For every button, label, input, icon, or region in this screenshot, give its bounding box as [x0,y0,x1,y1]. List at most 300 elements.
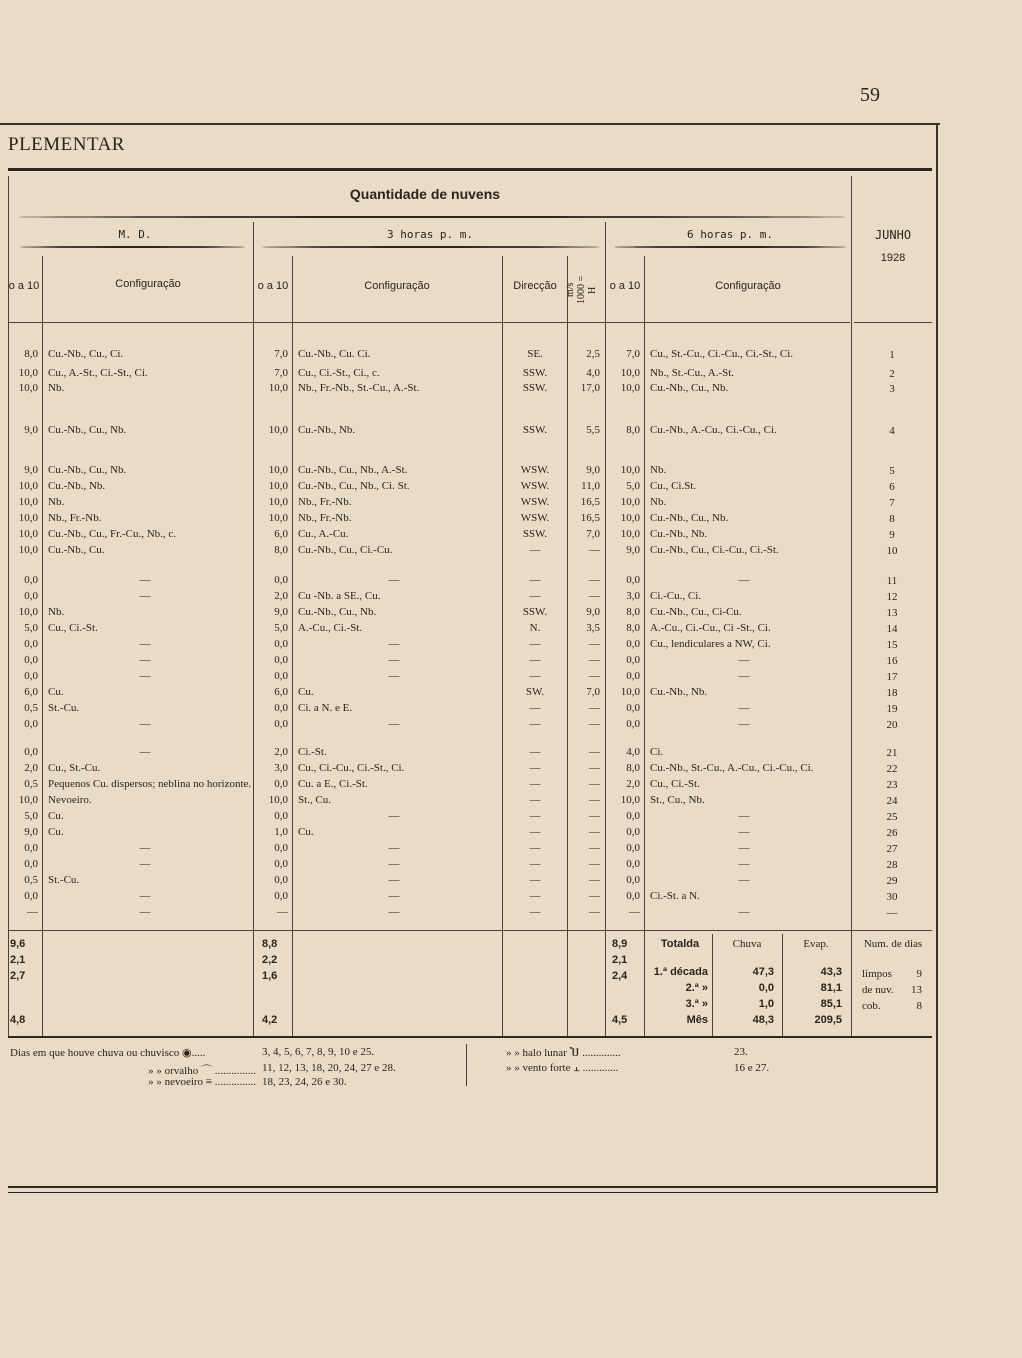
wind-speed: — [589,826,600,838]
day-number: 27 [886,843,898,855]
h6-quantity: 10,0 [620,512,640,524]
wind-speed: — [589,794,600,806]
day-number: 10 [886,545,898,557]
h3-configuration: Cu. a E., Ci.-St. [298,778,368,790]
wind-speed: — [589,544,600,556]
md-configuration: Pequenos Cu. dispersos; neblina no horizonte. [48,778,252,790]
h3-quantity: 0,0 [274,718,288,730]
h6-configuration: — [738,906,750,918]
year-heading: 1928 [880,252,906,264]
h3-quantity: 2,0 [274,746,288,758]
summary-chuva-value: 1,0 [758,998,774,1010]
h3-configuration: Cu -Nb. a SE., Cu. [298,590,381,602]
h6-quantity: 3,0 [626,590,640,602]
h3-quantity: 0,0 [274,778,288,790]
h3-configuration: — [388,638,400,650]
wind-speed: 2,5 [586,348,600,360]
h3-configuration: Nb., Fr.-Nb., St.-Cu., A.-St. [298,382,420,394]
day-number: 20 [886,719,898,731]
md-configuration: — [139,670,151,682]
md-configuration: Cu., Ci.-St. [48,622,98,634]
h6-configuration: Cu.-Nb., Nb. [650,686,708,698]
h3-quantity: 7,0 [274,367,288,379]
h6-quantity: 10,0 [620,794,640,806]
h3-total-1: 8,8 [262,938,278,950]
h6-quantity: 10,0 [620,496,640,508]
note-left-label: » » orvalho ⌒ ............... [148,1065,256,1077]
h6-configuration: Cu., lendiculares a NW, Ci. [650,638,771,650]
md-quantity: 10,0 [18,606,38,618]
wind-speed: 3,5 [586,622,600,634]
wind-speed: 5,5 [586,424,600,436]
md-quantity: 0,0 [24,890,38,902]
wind-speed: 17,0 [580,382,600,394]
summary-evap-value: 81,1 [820,982,842,994]
h6-configuration: — [738,718,750,730]
wind-speed: 7,0 [586,528,600,540]
md-quantity: 9,0 [24,826,38,838]
h6-quantity: 10,0 [620,464,640,476]
wind-direction: WSW. [520,464,550,476]
speed-heading: m/s 1000 = H [565,275,598,305]
wind-direction: WSW. [520,480,550,492]
h6-configuration: St., Cu., Nb. [650,794,705,806]
wind-direction: — [529,670,541,682]
md-quantity: 8,0 [24,348,38,360]
wind-direction: — [529,778,541,790]
h6-total-1: 8,9 [612,938,628,950]
md-quantity: 10,0 [18,367,38,379]
h3-configuration: A.-Cu., Ci.-St. [298,622,363,634]
h6-quantity: 0,0 [626,574,640,586]
h6-quantity: 0,0 [626,638,640,650]
h3-quantity: 0,0 [274,638,288,650]
page-bottom-rule [8,1186,936,1188]
h3-configuration: Cu., Ci.-Cu., Ci.-St., Ci. [298,762,405,774]
h6-config-heading: Configuração [715,280,781,292]
note-right-value: 23. [734,1046,748,1058]
h6-quantity: 10,0 [620,528,640,540]
h6-quantity: 8,0 [626,762,640,774]
md-quantity: 10,0 [18,512,38,524]
h3-quantity: 0,0 [274,842,288,854]
col-rule-1 [42,256,43,1036]
h6-quantity: 0,0 [626,670,640,682]
h3-configuration: St., Cu. [298,794,332,806]
h3-quantity: 10,0 [268,464,288,476]
md-quantity: 9,0 [24,424,38,436]
md-configuration: Cu.-Nb., Cu., Nb. [48,424,127,436]
h3-quantity: 9,0 [274,606,288,618]
md-configuration: Nb. [48,606,65,618]
h6-configuration: — [738,810,750,822]
h3-configuration: Cu. [298,686,314,698]
h3-configuration: Cu.-Nb., Cu. Ci. [298,348,371,360]
wind-speed: — [589,638,600,650]
md-total-2: 2,1 [10,954,26,966]
direction-heading: Direcção [513,280,557,292]
wind-direction: — [529,762,541,774]
wind-speed: 9,0 [586,464,600,476]
summary-rule-1 [712,934,713,1036]
day-number: 30 [886,891,898,903]
h6-total-4: 4,5 [612,1014,628,1026]
h3-configuration: Ci. a N. e E. [298,702,353,714]
h3-total-2: 2,2 [262,954,278,966]
md-configuration: — [139,842,151,854]
wind-speed: — [589,654,600,666]
h3-configuration: — [388,574,400,586]
day-number: 24 [886,795,898,807]
day-number: 4 [889,425,895,437]
h3-quantity: 10,0 [268,512,288,524]
heading-swoosh [18,216,846,218]
h6-quantity: 4,0 [626,746,640,758]
wind-direction: — [529,590,541,602]
h3-total-4: 4,2 [262,1014,278,1026]
num-dias-row-value: 13 [911,984,922,996]
page-title: PLEMENTAR [8,134,125,155]
day-number: 8 [889,513,895,525]
h3-configuration: — [388,654,400,666]
h6-quantity: 10,0 [620,367,640,379]
h3-configuration: Ci.-St. [298,746,327,758]
day-number: 3 [889,383,895,395]
h6-quantity: 0,0 [626,826,640,838]
h6-scale-heading: o a 10 [609,280,641,292]
h6-quantity: 10,0 [620,382,640,394]
h3-configuration: Cu. [298,826,314,838]
md-configuration: Cu.-Nb., Cu., Ci. [48,348,124,360]
num-dias-row-label: limpos [862,968,892,980]
h6-configuration: — [738,858,750,870]
wind-direction: SSW. [522,367,548,379]
col-rule-3 [292,256,293,1036]
h3-quantity: 0,0 [274,874,288,886]
wind-direction: — [529,794,541,806]
table-top-rule [8,168,932,171]
h6-configuration: — [738,654,750,666]
notes-divider [466,1044,467,1086]
h3-configuration: Nb., Fr.-Nb. [298,496,352,508]
h3-heading: 3 horas p. m. [386,228,474,241]
h3-quantity: 1,0 [274,826,288,838]
wind-speed: — [589,906,600,918]
wind-direction: — [529,890,541,902]
wind-direction: — [529,638,541,650]
md-configuration: — [139,654,151,666]
month-heading: JUNHO [874,228,912,242]
md-swoosh [20,246,245,248]
h6-quantity: 2,0 [626,778,640,790]
day-number: 12 [886,591,898,603]
md-quantity: 10,0 [18,544,38,556]
day-number: 28 [886,859,898,871]
wind-direction: SSW. [522,528,548,540]
h6-quantity: 8,0 [626,424,640,436]
md-configuration: — [139,858,151,870]
num-dias-row-label: de nuv. [862,984,894,996]
md-scale-heading: o a 10 [8,280,40,292]
note-right-label: » » vento forte ⫠ ............. [506,1062,619,1074]
md-quantity: 0,0 [24,858,38,870]
col-rule-4 [502,256,503,1036]
day-number: 7 [889,497,895,509]
day-number: 16 [886,655,898,667]
day-number: 11 [886,575,898,587]
wind-speed: 9,0 [586,606,600,618]
wind-direction: — [529,654,541,666]
num-dias-row-value: 9 [916,968,922,980]
h3-quantity: 0,0 [274,702,288,714]
md-config-heading: Configuração [115,278,181,290]
md-configuration: Cu., St.-Cu. [48,762,101,774]
wind-direction: — [529,702,541,714]
day-number: 9 [889,529,895,541]
h3-quantity: 0,0 [274,810,288,822]
md-quantity: 6,0 [24,686,38,698]
h3-configuration: Cu.-Nb., Cu., Nb. [298,606,377,618]
day-number: 1 [889,349,895,361]
h6-configuration: Cu.-Nb., Cu., Ci.-Cu., Ci.-St. [650,544,779,556]
h3-quantity: 2,0 [274,590,288,602]
md-quantity: — [27,906,38,918]
h3-quantity: 8,0 [274,544,288,556]
h6-configuration: Cu.-Nb., St.-Cu., A.-Cu., Ci.-Cu., Ci. [650,762,814,774]
h6-total-2: 2,1 [612,954,628,966]
h3-configuration: Cu.-Nb., Cu., Nb., Ci. St. [298,480,410,492]
summary-row-label: 2.ª » [685,982,708,994]
md-quantity: 0,0 [24,746,38,758]
h3-quantity: 0,0 [274,574,288,586]
frame-right-rule [936,123,938,1193]
md-quantity: 0,5 [24,874,38,886]
md-quantity: 10,0 [18,794,38,806]
wind-speed: 11,0 [581,480,600,492]
md-quantity: 10,0 [18,480,38,492]
md-quantity: 5,0 [24,810,38,822]
h3-quantity: 10,0 [268,496,288,508]
header-bottom-rule [8,322,850,323]
md-quantity: 9,0 [24,464,38,476]
h3-configuration: Cu.-Nb., Cu., Nb., A.-St. [298,464,408,476]
day-number: 2 [889,368,895,380]
day-number: 15 [886,639,898,651]
wind-direction: WSW. [520,512,550,524]
h6-configuration: Ci.-Cu., Ci. [650,590,702,602]
day-number: — [886,907,898,919]
md-configuration: Cu.-Nb., Nb. [48,480,106,492]
summary-evap-label: Evap. [803,938,829,950]
summary-chuva-value: 0,0 [758,982,774,994]
h6-configuration: Cu.-Nb., Cu., Nb. [650,512,729,524]
wind-speed: — [589,762,600,774]
wind-direction: — [529,906,541,918]
day-number: 23 [886,779,898,791]
h6-configuration: — [738,842,750,854]
wind-speed: 4,0 [586,367,600,379]
md-configuration: — [139,890,151,902]
summary-row-label: 3.ª » [685,998,708,1010]
wind-speed: — [589,702,600,714]
frame-top-rule [0,123,940,125]
page-number: 59 [860,84,880,106]
h3-quantity: 7,0 [274,348,288,360]
h6-configuration: Nb. [650,464,667,476]
md-configuration: Cu. [48,686,64,698]
wind-speed: — [589,746,600,758]
wind-direction: — [529,544,541,556]
h6-total-3: 2,4 [612,970,628,982]
h3-configuration: — [388,842,400,854]
h3-quantity: 0,0 [274,654,288,666]
h6-quantity: 0,0 [626,810,640,822]
h6-quantity: 0,0 [626,718,640,730]
day-number: 5 [889,465,895,477]
h6-configuration: Cu.-Nb., Nb. [650,528,708,540]
md-configuration: — [139,590,151,602]
h6-configuration: Cu.-Nb., Cu., Nb. [650,382,729,394]
md-quantity: 0,0 [24,670,38,682]
day-number: 6 [889,481,895,493]
h3-quantity: 0,0 [274,890,288,902]
md-configuration: Nb. [48,382,65,394]
md-configuration: Cu.-Nb., Cu., Fr.-Cu., Nb., c. [48,528,177,540]
day-number: 19 [886,703,898,715]
h6-quantity: 0,0 [626,874,640,886]
md-quantity: 2,0 [24,762,38,774]
wind-speed: 16,5 [580,496,600,508]
h3-configuration: — [388,718,400,730]
notes-top-rule [8,1036,932,1038]
h3-configuration: — [388,890,400,902]
h3-configuration: — [388,670,400,682]
md-quantity: 0,0 [24,638,38,650]
summary-evap-value: 209,5 [814,1014,842,1026]
table-main-heading: Quantidade de nuvens [349,186,501,202]
md-configuration: — [139,638,151,650]
md-configuration: — [139,574,151,586]
md-configuration: Cu., A.-St., Ci.-St., Ci. [48,367,148,379]
h3-configuration: Cu., Ci.-St., Ci., c. [298,367,380,379]
day-number: 21 [886,747,898,759]
summary-row-label: 1.ª década [653,966,708,978]
h3-configuration: — [388,874,400,886]
h6-quantity: 10,0 [620,686,640,698]
h6-configuration: — [738,574,750,586]
note-left-value: 18, 23, 24, 26 e 30. [262,1076,347,1088]
h3-config-heading: Configuração [364,280,430,292]
wind-direction: SSW. [522,606,548,618]
h6-configuration: — [738,670,750,682]
summary-evap-value: 43,3 [820,966,842,978]
h6-configuration: — [738,826,750,838]
md-configuration: Cu. [48,810,64,822]
h3-quantity: — [277,906,288,918]
day-number: 14 [886,623,898,635]
md-quantity: 0,0 [24,574,38,586]
md-quantity: 0,0 [24,718,38,730]
h6-quantity: 8,0 [626,606,640,618]
md-total-3: 2,7 [10,970,26,982]
wind-speed: — [589,858,600,870]
wind-direction: — [529,810,541,822]
h6-quantity: 8,0 [626,622,640,634]
h3-scale-heading: o a 10 [257,280,289,292]
day-number: 25 [886,811,898,823]
h3-quantity: 6,0 [274,686,288,698]
md-quantity: 0,5 [24,702,38,714]
note-right-value: 16 e 27. [734,1062,770,1074]
md-quantity: 10,0 [18,382,38,394]
h3-quantity: 0,0 [274,858,288,870]
h3-configuration: — [388,858,400,870]
wind-direction: — [529,718,541,730]
md-configuration: — [139,746,151,758]
md-quantity: 5,0 [24,622,38,634]
h6-configuration: Cu., Ci.St. [650,480,697,492]
wind-speed: — [589,574,600,586]
summary-evap-value: 85,1 [820,998,842,1010]
col-rule-7 [644,256,645,1036]
wind-direction: — [529,746,541,758]
h3-quantity: 6,0 [274,528,288,540]
h3-configuration: Cu.-Nb., Cu., Ci.-Cu. [298,544,393,556]
md-quantity: 0,0 [24,842,38,854]
h3-quantity: 10,0 [268,382,288,394]
summary-chuva-value: 48,3 [752,1014,774,1026]
wind-direction: SE. [527,348,543,360]
wind-direction: SW. [525,686,545,698]
md-quantity: 0,0 [24,590,38,602]
h3-configuration: — [388,810,400,822]
h3-swoosh [262,246,600,248]
md-quantity: 0,5 [24,778,38,790]
wind-direction: SSW. [522,424,548,436]
md-heading: M. D. [118,228,152,241]
wind-direction: — [529,874,541,886]
h6-quantity: — [629,906,640,918]
note-left-value: 3, 4, 5, 6, 7, 8, 9, 10 e 25. [262,1046,375,1058]
h3-quantity: 3,0 [274,762,288,774]
summary-totals-label: Totalda [660,938,700,950]
h3-quantity: 5,0 [274,622,288,634]
md-configuration: Nevoeiro. [48,794,92,806]
h3-configuration: Cu., A.-Cu. [298,528,349,540]
summary-chuva-label: Chuva [732,938,762,950]
wind-speed: — [589,810,600,822]
wind-speed: — [589,842,600,854]
md-configuration: Cu. [48,826,64,838]
md-configuration: Nb. [48,496,65,508]
num-dias-row-value: 8 [916,1000,922,1012]
h6-quantity: 9,0 [626,544,640,556]
md-configuration: St.-Cu. [48,702,80,714]
wind-direction: SSW. [522,382,548,394]
wind-direction: — [529,842,541,854]
day-number: 13 [886,607,898,619]
md-configuration: St.-Cu. [48,874,80,886]
wind-speed: 7,0 [586,686,600,698]
h3-quantity: 10,0 [268,424,288,436]
page-bottom-rule-thin [8,1192,936,1193]
wind-speed: 16,5 [580,512,600,524]
h6-configuration: Ci. [650,746,664,758]
day-number: 29 [886,875,898,887]
h6-configuration: Nb. [650,496,667,508]
h6-heading: 6 horas p. m. [686,228,774,241]
md-quantity: 10,0 [18,528,38,540]
